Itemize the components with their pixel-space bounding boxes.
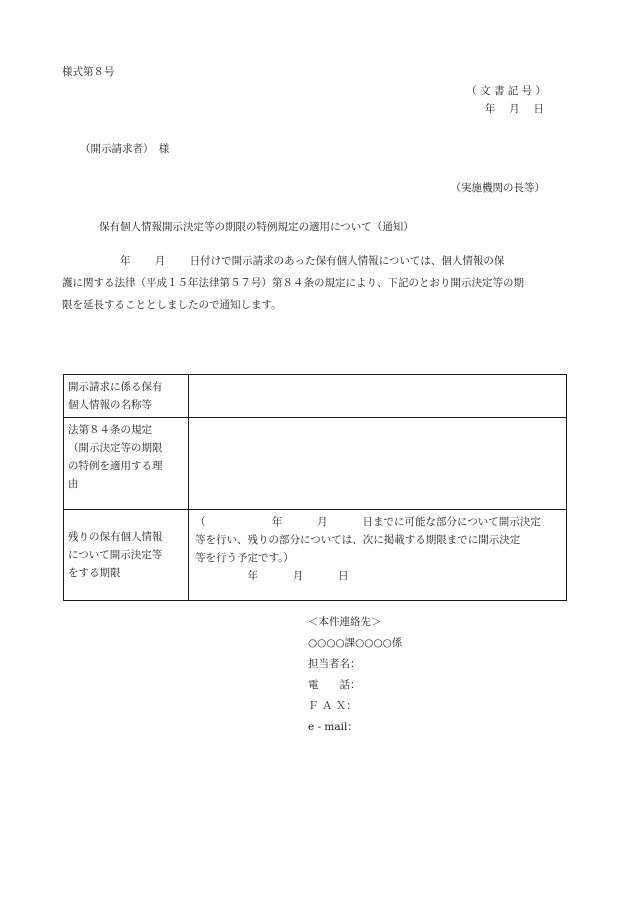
label-line: の特例を適用する理 xyxy=(68,460,163,472)
label-line: 法第８４条の規定 xyxy=(68,424,152,436)
contact-department: ○○○○課○○○○係 xyxy=(308,637,403,649)
label-line: 個人情報の名称等 xyxy=(68,399,152,411)
row-label xyxy=(64,510,189,601)
label-line: 残りの保有個人情報 xyxy=(68,531,163,543)
content-line: 年 月 日 xyxy=(195,570,349,582)
label-line: 開示請求に係る保有 xyxy=(68,381,163,393)
table-row xyxy=(64,418,567,510)
content-line: （ 年 月 日までに可能な部分について開示決定 xyxy=(195,516,541,528)
label-line: をする期限 xyxy=(68,567,121,579)
label-line: （開示決定等の期限 xyxy=(68,442,163,454)
row-label xyxy=(64,375,189,418)
label-line: 由 xyxy=(68,478,79,490)
contact-fax: Ｆ Ａ Ｘ： xyxy=(308,700,357,712)
content-line: 等を行う予定です。） xyxy=(195,552,294,564)
body-line: 限を延長することとしましたので通知します。 xyxy=(62,299,282,311)
table-row xyxy=(64,510,567,601)
issuer: （実施機関の長等） xyxy=(450,182,545,194)
row-label xyxy=(64,418,189,510)
info-table xyxy=(63,374,567,601)
row-content xyxy=(189,418,567,510)
body-text xyxy=(62,250,572,316)
contact-block xyxy=(308,612,402,738)
contact-person: 担当者名： xyxy=(308,658,361,670)
contact-heading: ＜本件連絡先＞ xyxy=(308,616,382,628)
contact-email: e - mail： xyxy=(308,721,358,733)
form-number: 様式第８号 xyxy=(62,66,115,78)
contact-phone: 電 話： xyxy=(308,679,361,691)
row-content xyxy=(189,375,567,418)
row-content xyxy=(189,510,567,601)
document-number: （ 文 書 記 号 ） xyxy=(466,85,546,97)
date-line: 年 月 日 xyxy=(484,103,544,115)
document-title: 保有個人情報開示決定等の期限の特例規定の適用について（通知） xyxy=(99,221,414,233)
body-line: 護に関する法律（平成１５年法律第５７号）第８４条の規定により、下記のとおり開示決定等の期 xyxy=(62,277,524,289)
addressee: （開示請求者） 様 xyxy=(80,143,170,155)
body-line: 年 月 日付けで開示請求のあった保有個人情報については、個人情報の保 xyxy=(120,255,505,267)
label-line: について開示決定等 xyxy=(68,549,163,561)
table-row xyxy=(64,375,567,418)
content-line: 等を行い、残りの部分については、次に掲載する期限までに開示決定 xyxy=(195,534,521,546)
